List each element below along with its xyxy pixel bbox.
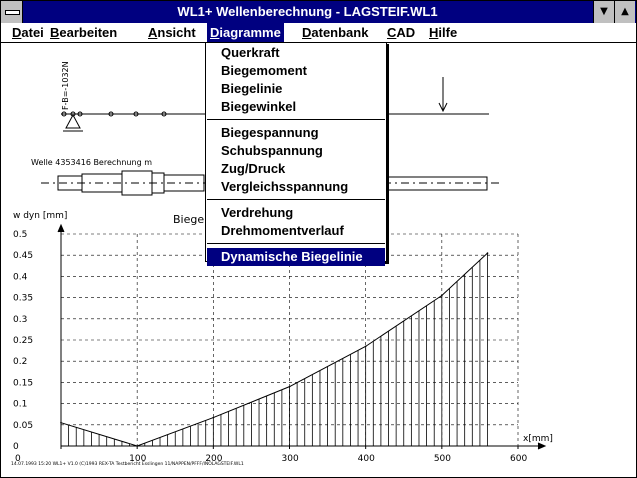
diagramme-dropdown [205, 42, 387, 262]
y-tick-label: 0.25 [13, 336, 34, 346]
maximize-button[interactable] [614, 1, 635, 23]
chart-title: Biege [173, 213, 205, 226]
menu-item-dynamische-biegelinie[interactable]: Dynamische Biegelinie [207, 248, 385, 266]
force-label: F-B=-1032N [61, 61, 70, 110]
menu-separator [207, 119, 385, 120]
menu-item-verdrehung[interactable]: Verdrehung [221, 205, 294, 220]
series-point [441, 295, 443, 297]
y-axis-label: w dyn [mm] [13, 211, 68, 221]
minimize-icon: ▼ [600, 6, 608, 17]
x-tick-label: 400 [357, 454, 375, 464]
y-tick-label: 0.4 [13, 272, 28, 283]
menu-hilfe[interactable]: Hilfe [429, 25, 458, 40]
menu-datenbank[interactable]: Datenbank [302, 25, 369, 40]
menu-bar [1, 23, 636, 43]
menu-item-drehmomentverlauf[interactable]: Drehmomentverlauf [221, 223, 344, 238]
y-tick-label: 0.3 [13, 314, 28, 325]
minimize-button[interactable] [593, 1, 614, 23]
x-tick-label: 100 [129, 454, 147, 464]
menu-item-biegespannung[interactable]: Biegespannung [221, 125, 319, 140]
menu-ansicht[interactable]: Ansicht [148, 25, 196, 40]
system-menu-icon [5, 10, 20, 15]
shaft-caption: Welle 4353416 Berechnung m [31, 158, 152, 167]
x-tick-label: 500 [433, 454, 452, 464]
y-tick-label: 0.05 [13, 420, 34, 431]
x-tick-label: 300 [281, 454, 299, 464]
menu-item-vergleichsspannung[interactable]: Vergleichsspannung [221, 179, 349, 194]
menu-datei[interactable]: Datei [12, 25, 44, 40]
window-title: WL1+ Wellenberechnung - LAGSTEIF.WL1 [177, 4, 438, 19]
footer-text: 14.07.1993 15:20 WL1+ V1.0 (C)1993 REX-TA Testbericht Esslingen 11/NAPPEN/PFFF/INOLAGSTEIF.WL1 [11, 462, 244, 467]
x-tick-label: 600 [510, 454, 528, 464]
y-tick-label: 0.35 [13, 293, 34, 304]
series-point [365, 346, 367, 348]
y-tick-label: 0.1 [13, 399, 28, 410]
menu-separator [207, 243, 385, 244]
menu-item-schubspannung[interactable]: Schubspannung [221, 143, 323, 158]
menu-cad[interactable]: CAD [387, 25, 416, 40]
series-point [487, 252, 489, 254]
x-axis-label: x[mm] [523, 434, 553, 444]
menu-bearbeiten[interactable]: Bearbeiten [50, 25, 118, 40]
menu-diagramme[interactable]: Diagramme [207, 23, 284, 42]
menu-item-querkraft[interactable]: Querkraft [221, 45, 280, 60]
x-tick-label: 0 [15, 454, 21, 464]
chart-hatching [61, 253, 488, 446]
series-point [213, 417, 215, 419]
series-point [289, 386, 291, 388]
system-menu-button[interactable] [1, 1, 23, 23]
series-point [60, 422, 62, 424]
menu-item-zug-druck[interactable]: Zug/Druck [221, 161, 286, 176]
maximize-icon: ▲ [621, 6, 629, 17]
y-tick-label: 0.2 [13, 357, 28, 368]
menu-item-biegewinkel[interactable]: Biegewinkel [221, 99, 297, 114]
y-tick-label: 0.45 [13, 251, 34, 262]
support-icon [66, 115, 80, 128]
y-axis-arrow [58, 225, 64, 232]
series-point [136, 445, 138, 447]
y-tick-label: 0.15 [13, 378, 34, 389]
y-tick-label: 0 [13, 442, 19, 452]
x-tick-label: 200 [205, 454, 223, 464]
menu-item-biegemoment[interactable]: Biegemoment [221, 63, 307, 78]
title-bar[interactable] [1, 1, 636, 23]
menu-separator [207, 199, 385, 200]
menu-item-biegelinie[interactable]: Biegelinie [221, 81, 283, 96]
y-tick-label: 0.5 [13, 230, 28, 240]
